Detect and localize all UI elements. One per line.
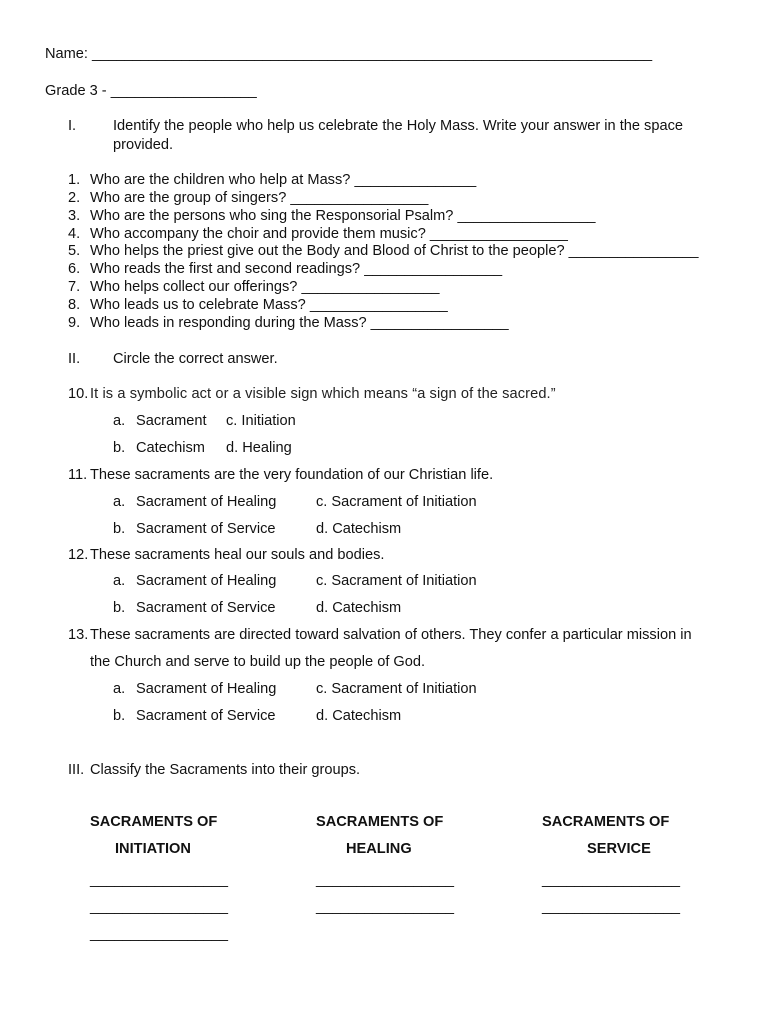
item-11-option-c[interactable]: c. Sacrament of Initiation <box>316 494 477 510</box>
item-13-text-line2: the Church and serve to build up the people of God. <box>90 654 426 670</box>
question-number: 3. <box>68 208 81 224</box>
healing-heading-line2: HEALING <box>346 841 412 857</box>
initiation-answer-blank[interactable]: _________________ <box>90 899 228 915</box>
item-13-text-line1: These sacraments are directed toward salvation of others. They confer a particular mission in <box>90 627 692 643</box>
item-11-number: 11. <box>68 467 88 483</box>
question-number: 5. <box>68 243 81 259</box>
question-number: 7. <box>68 279 81 295</box>
option-text: Sacrament of Healing <box>136 573 277 589</box>
grade-field[interactable]: Grade 3 - __________________ <box>45 83 257 99</box>
question-7[interactable] <box>68 279 439 295</box>
question-text: Who helps the priest give out the Body and Blood of Christ to the people? ________________ <box>90 243 699 259</box>
option-letter: b. <box>113 600 126 616</box>
question-5[interactable] <box>68 243 699 259</box>
service-heading-line2: SERVICE <box>587 841 651 857</box>
part1-numeral: I. <box>68 118 77 134</box>
question-8[interactable] <box>68 297 448 313</box>
part3-numeral: III. <box>68 762 85 778</box>
question-text: Who helps collect our offerings? _________________ <box>90 279 440 295</box>
item-11-option-d[interactable]: d. Catechism <box>316 521 402 537</box>
item-12-option-c[interactable]: c. Sacrament of Initiation <box>316 573 477 589</box>
item-10-number: 10. <box>68 386 89 402</box>
option-letter: a. <box>113 494 126 510</box>
item-10-text: It is a symbolic act or a visible sign which means “a sign of the sacred.” <box>90 386 556 402</box>
item-12-option-a[interactable] <box>113 573 276 589</box>
question-text: Who are the group of singers? _________________ <box>90 190 429 206</box>
question-number: 8. <box>68 297 81 313</box>
question-number: 6. <box>68 261 81 277</box>
item-13-option-c[interactable]: c. Sacrament of Initiation <box>316 681 477 697</box>
initiation-answer-blank[interactable]: _________________ <box>90 872 228 888</box>
item-12-option-b[interactable] <box>113 600 276 616</box>
question-1[interactable] <box>68 172 476 188</box>
question-6[interactable] <box>68 261 502 277</box>
option-text: Sacrament of Service <box>136 521 276 537</box>
item-10-option-a[interactable] <box>113 413 207 429</box>
initiation-heading-line1: SACRAMENTS OF <box>90 814 218 830</box>
option-letter: a. <box>113 573 126 589</box>
option-letter: b. <box>113 440 126 456</box>
option-letter: a. <box>113 681 126 697</box>
item-13-option-d[interactable]: d. Catechism <box>316 708 402 724</box>
name-field[interactable]: Name: _____________________________________________________________________ <box>45 46 653 62</box>
item-13-option-a[interactable] <box>113 681 276 697</box>
item-12-number: 12. <box>68 547 89 563</box>
question-text: Who are the persons who sing the Responsorial Psalm? _________________ <box>90 208 596 224</box>
question-4[interactable] <box>68 226 568 242</box>
part3-instruction: Classify the Sacraments into their groups. <box>90 762 361 778</box>
item-10-option-d[interactable]: d. Healing <box>226 440 292 456</box>
healing-answer-blank[interactable]: _________________ <box>316 899 454 915</box>
question-text: Who are the children who help at Mass? _______________ <box>90 172 477 188</box>
option-text: Sacrament of Healing <box>136 494 277 510</box>
option-letter: b. <box>113 521 126 537</box>
item-11-option-a[interactable] <box>113 494 276 510</box>
option-text: Sacrament of Healing <box>136 681 277 697</box>
option-text: Sacrament of Service <box>136 708 276 724</box>
part2-numeral: II. <box>68 351 81 367</box>
item-10-option-b[interactable] <box>113 440 205 456</box>
question-text: Who leads in responding during the Mass? _________________ <box>90 315 509 331</box>
question-number: 9. <box>68 315 81 331</box>
option-text: Catechism <box>136 440 205 456</box>
item-13-number: 13. <box>68 627 89 643</box>
item-13-option-b[interactable] <box>113 708 276 724</box>
initiation-answer-blank[interactable]: _________________ <box>90 926 228 942</box>
item-11-option-b[interactable] <box>113 521 276 537</box>
item-12-option-d[interactable]: d. Catechism <box>316 600 402 616</box>
item-10-option-c[interactable]: c. Initiation <box>226 413 296 429</box>
question-3[interactable] <box>68 208 595 224</box>
question-text: Who leads us to celebrate Mass? _________________ <box>90 297 448 313</box>
option-text: Sacrament of Service <box>136 600 276 616</box>
item-12-text: These sacraments heal our souls and bodies. <box>90 547 385 563</box>
part1-instruction-line2: provided. <box>113 137 174 153</box>
part2-instruction: Circle the correct answer. <box>113 351 278 367</box>
question-number: 1. <box>68 172 81 188</box>
question-9[interactable] <box>68 315 509 331</box>
initiation-heading-line2: INITIATION <box>115 841 191 857</box>
question-2[interactable] <box>68 190 428 206</box>
question-text: Who accompany the choir and provide them music? _________________ <box>90 226 568 242</box>
question-number: 4. <box>68 226 81 242</box>
question-number: 2. <box>68 190 81 206</box>
option-text: Sacrament <box>136 413 207 429</box>
option-letter: b. <box>113 708 126 724</box>
healing-answer-blank[interactable]: _________________ <box>316 872 454 888</box>
service-answer-blank[interactable]: _________________ <box>542 899 680 915</box>
question-text: Who reads the first and second readings? _________________ <box>90 261 503 277</box>
part1-instruction-line1: Identify the people who help us celebrate the Holy Mass. Write your answer in the space <box>113 118 684 134</box>
item-11-text: These sacraments are the very foundation of our Christian life. <box>90 467 494 483</box>
service-heading-line1: SACRAMENTS OF <box>542 814 670 830</box>
option-letter: a. <box>113 413 126 429</box>
healing-heading-line1: SACRAMENTS OF <box>316 814 444 830</box>
service-answer-blank[interactable]: _________________ <box>542 872 680 888</box>
